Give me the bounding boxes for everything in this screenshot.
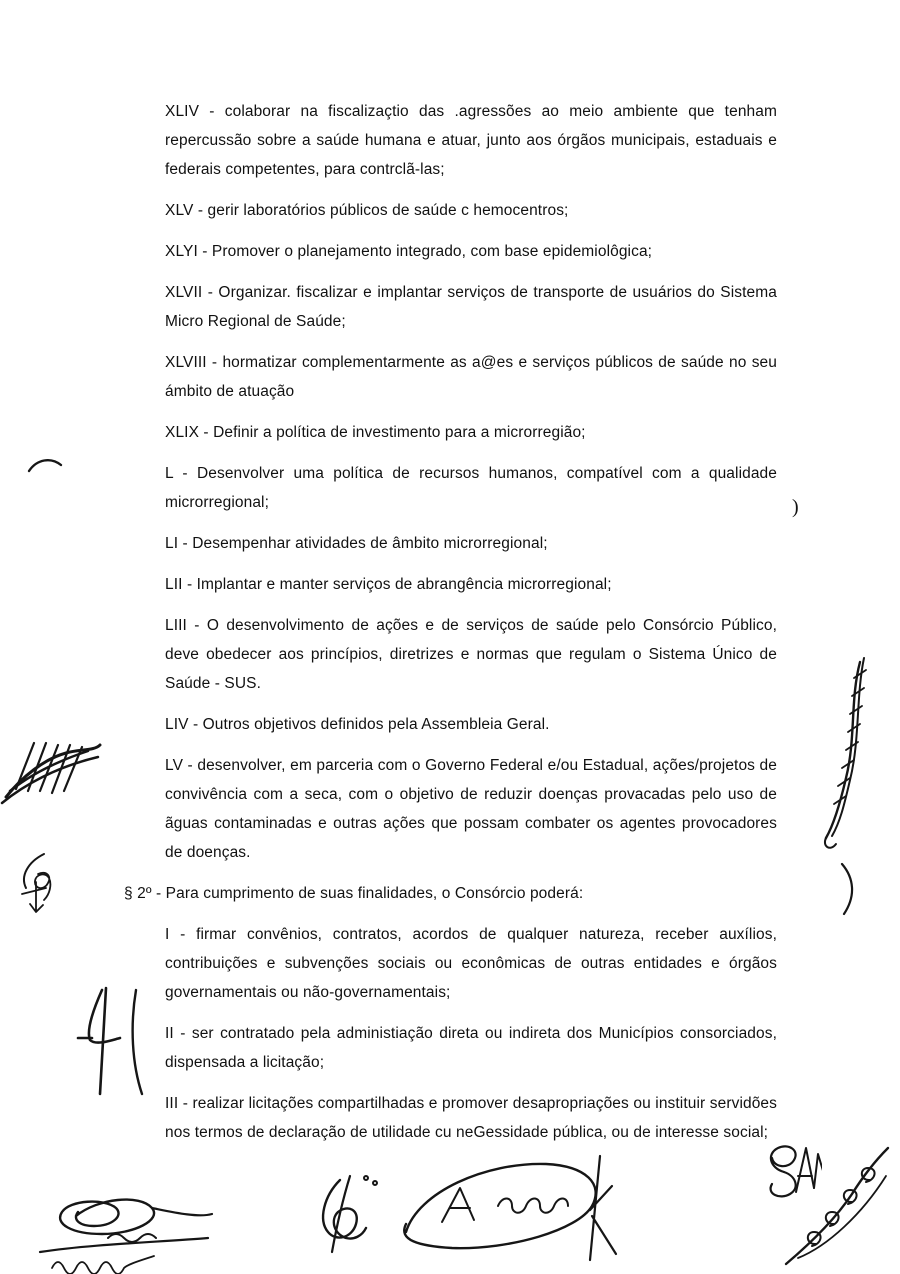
item-i: I - firmar convênios, contratos, acordos de qualquer natureza, receber auxílios, contribuições e subvenções sociais ou econômicas de outras entidades e órgãos governamentais ou não-governamentais; [165,926,777,1001]
clause-xlix: XLIX - Definir a política de investimento para a microrregião; [165,424,586,441]
clause-xlvii: XLVII - Organizar. fiscalizar e implantar serviços de transporte de usuários do Sistema Micro Regional de Saúde; [165,284,777,330]
clause-liv: LIV - Outros objetivos definidos pela Assembleia Geral. [165,716,550,733]
clause-xlv: XLV - gerir laboratórios públicos de saúde c hemocentros; [165,202,569,219]
left-margin-pencil-marks-icon [72,982,146,1107]
right-margin-signature-icon [816,652,878,855]
clause-lii: LII - Implantar e manter serviços de abrangência microrregional; [165,576,612,593]
left-margin-signature-icon [0,733,105,816]
item-iii: III - realizar licitações compartilhadas e promover desapropriações ou instituir servidões nos termos de declaração de utilidade cu neGessidade pública, ou de interesse social; [165,1095,777,1141]
stray-parenthesis-mark: ) [792,496,799,518]
bottom-right-signature-icon [778,1142,900,1274]
clause-xliv: XLIV - colaborar na fiscalizaçtio das .agressões ao meio ambiente que tenham repercussão sobre a saúde humana e atuar, junto aos órgãos municipais, estaduais e federais competentes, para contrclã-las; [165,103,777,178]
right-margin-flourish-icon [834,860,862,925]
bottom-oval-signature-icon [390,1148,622,1274]
clause-l: L - Desenvolver uma política de recursos humanos, compatível com a qualidade microrregional; [165,465,777,511]
item-ii: II - ser contratado pela administiação direta ou indireta dos Municípios consorciados, dispensada a licitação; [165,1025,777,1071]
bottom-left-signature-icon [12,1182,220,1274]
section-2-heading: § 2º - Para cumprimento de suas finalidades, o Consórcio poderá: [124,885,584,902]
clause-lv: LV - desenvolver, em parceria com o Governo Federal e/ou Estadual, ações/projetos de convivência com a seca, com o objetivo de reduzir doenças provacadas pelo uso de ãguas contaminadas e outras ações que possam combater os agentes provocadores de doenças. [165,757,777,861]
clause-liii: LIII - O desenvolvimento de ações e de serviços de saúde pelo Consórcio Público, deve obedecer aos princípios, diretrizes e normas que regulam o Sistema Único de Saúde - SUS. [165,617,777,692]
document-text [124,97,777,1159]
bottom-center-signature-icon [300,1168,382,1263]
left-curve-mark-icon [25,455,67,482]
clause-xlviii: XLVIII - hormatizar complementarmente as a@es e serviços públicos de saúde no seu ámbito de atuação [165,354,777,400]
clause-li: LI - Desempenhar atividades de âmbito microrregional; [165,535,548,552]
left-margin-initials-icon [10,848,58,925]
clause-xlvi: XLYI - Promover o planejamento integrado, com base epidemiolôgica; [165,243,653,260]
